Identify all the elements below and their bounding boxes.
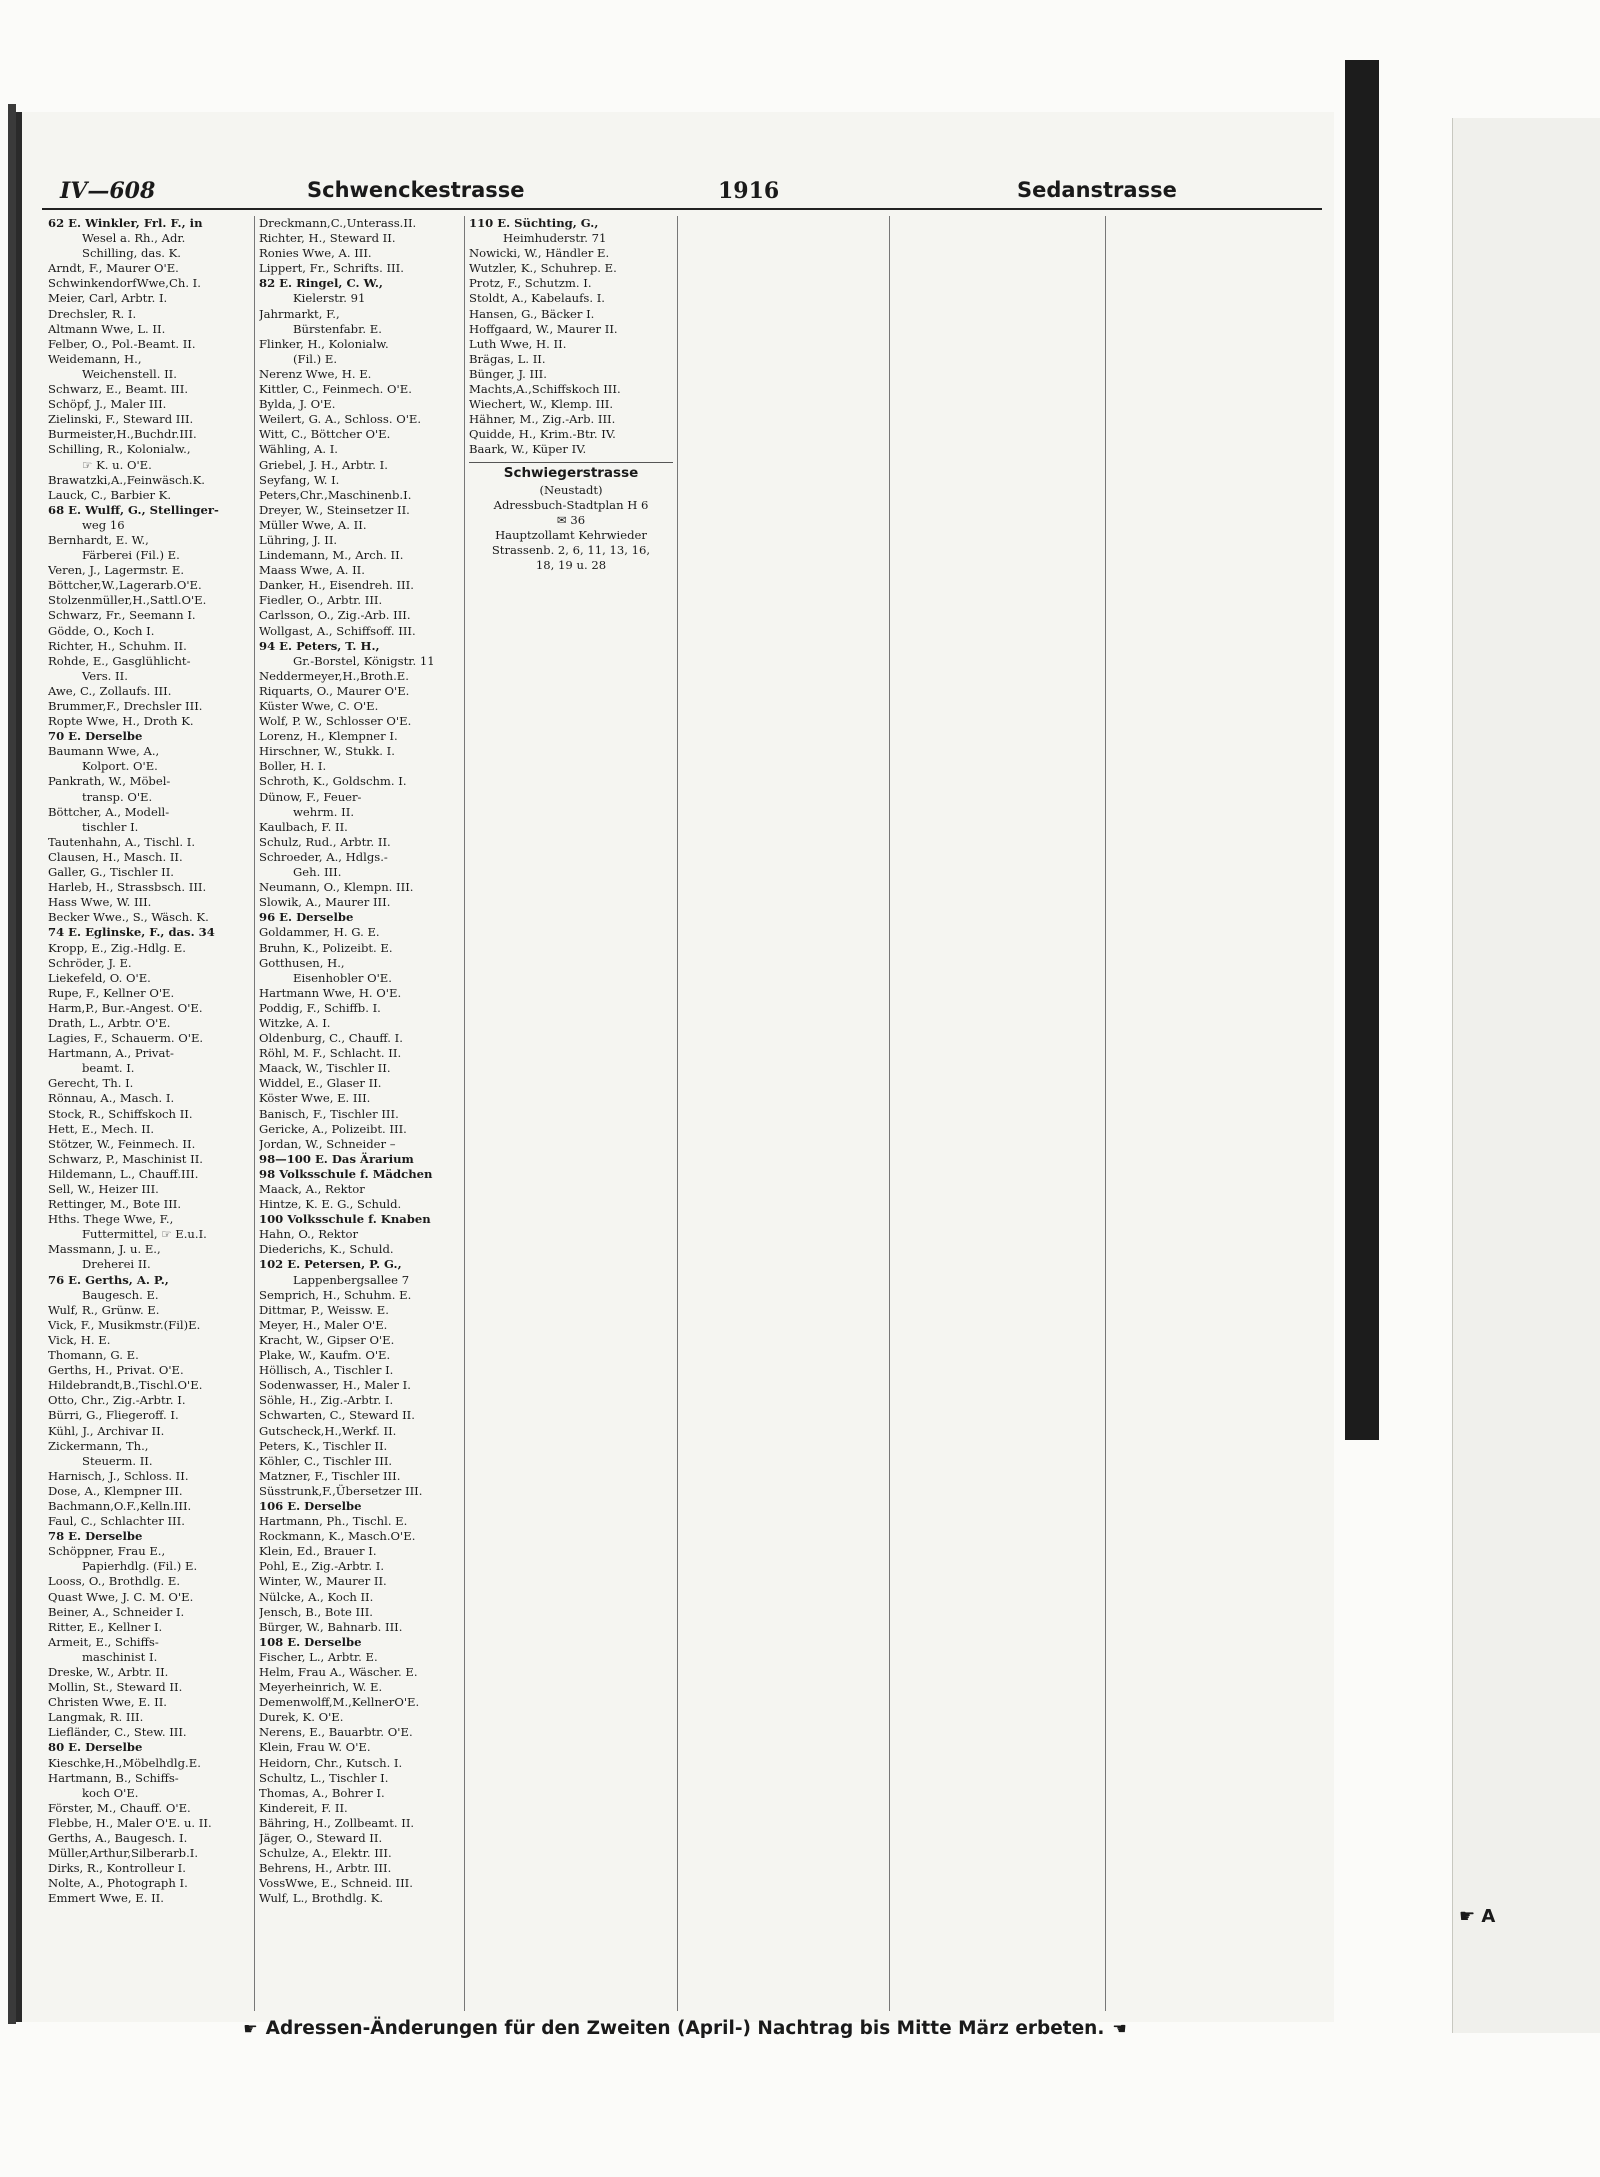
entry-line: VossWwe, E., Schneid. III. [259, 1876, 413, 1891]
entry-line: Lippert, Fr., Schrifts. III. [259, 261, 404, 276]
entry-line: Quidde, H., Krim.-Btr. IV. [469, 427, 616, 442]
entry-line: 62 E. Winkler, Frl. F., in [48, 216, 203, 230]
entry-line: Pohl, E., Zig.-Arbtr. I. [259, 1559, 385, 1574]
entry-line: Jordan, W., Schneider – [259, 1136, 396, 1151]
entry-line: Küster Wwe, C. O'E. [259, 699, 379, 713]
adjacent-page [1452, 118, 1600, 2033]
entry-line: Schwarz, E., Beamt. III. [48, 382, 189, 397]
entry-line: Rupe, F., Kellner O'E. [48, 985, 175, 1000]
entry-line: Emmert Wwe, E. II. [48, 1891, 164, 1906]
entry-line: Schroth, K., Goldschm. I. [259, 774, 407, 789]
entry-line: Söhle, H., Zig.-Arbtr. I. [259, 1393, 394, 1408]
entry-line: Becker Wwe., S., Wäsch. K. [48, 910, 209, 925]
entry-line: Eisenhobler O'E. [293, 970, 392, 985]
entry-line: Dirks, R., Kontrolleur I. [48, 1861, 186, 1876]
entry-line: Kropp, E., Zig.-Hdlg. E. [48, 940, 186, 955]
entry-line: (Fil.) E. [293, 351, 338, 366]
entry-line: Machts,A.,Schiffskoch III. [469, 382, 621, 397]
entry-line: Riquarts, O., Maurer O'E. [259, 683, 410, 698]
entry-line: Fiedler, O., Arbtr. III. [259, 593, 383, 608]
entry-line: 80 E. Derselbe [48, 1740, 143, 1755]
entry-line: Thomas, A., Bohrer I. [259, 1785, 385, 1800]
entry-line: Gerths, H., Privat. O'E. [48, 1363, 184, 1378]
entry-line: Stötzer, W., Feinmech. II. [48, 1136, 196, 1151]
header-left-street: Schwenckestrasse [307, 178, 525, 202]
entry-line: Jäger, O., Steward II. [259, 1831, 383, 1846]
entry-line: Tautenhahn, A., Tischl. I. [48, 834, 196, 849]
scan-dark-edge [1345, 60, 1379, 1440]
entry-line: Bachmann,O.F.,Kelln.III. [48, 1498, 192, 1513]
hand-pointer-icon: ☛ [1459, 1906, 1476, 1927]
entry-line: Lühring, J. II. [259, 532, 338, 547]
entry-line: Müller,Arthur,Silberarb.I. [48, 1846, 199, 1861]
entry-line: Baark, W., Küper IV. [469, 442, 587, 457]
entry-line: SchwinkendorfWwe,Ch. I. [48, 276, 201, 291]
entry-line: Bernhardt, E. W., [48, 532, 149, 547]
entry-line: Futtermittel, ☞ E.u.I. [82, 1227, 207, 1242]
entry-line: Brawatzki,A.,Feinwäsch.K. [48, 472, 205, 487]
entry-line: Köster Wwe, E. III. [259, 1091, 371, 1106]
entry-line: Drath, L., Arbtr. O'E. [48, 1015, 171, 1030]
entry-line: Kolport. O'E. [82, 759, 158, 774]
entry-line: Witt, C., Böttcher O'E. [259, 427, 391, 442]
entry-line: Schilling, das. K. [82, 246, 181, 261]
entry-line: Dreherei II. [82, 1257, 151, 1272]
adjacent-page-footer [1459, 1906, 1495, 1927]
entry-line: Schulze, A., Elektr. III. [259, 1846, 392, 1861]
entry-line: Schöpf, J., Maler III. [48, 397, 167, 412]
entry-line: Nolte, A., Photograph I. [48, 1876, 188, 1891]
column-2 [254, 216, 464, 2011]
entry-line: Durek, K. O'E. [259, 1710, 344, 1725]
entry-line: Geh. III. [293, 865, 342, 880]
entry-line: 70 E. Derselbe [48, 729, 143, 744]
entry-line: Griebel, J. H., Arbtr. I. [259, 457, 388, 472]
column-1 [44, 216, 254, 2011]
street-info-line: Strassenb. 2, 6, 11, 13, 16, [491, 542, 651, 557]
entry-line: Ronies Wwe, A. III. [259, 246, 372, 261]
entry-line: Bähring, H., Zollbeamt. II. [259, 1815, 415, 1830]
entry-line: Harm,P., Bur.-Angest. O'E. [48, 1000, 203, 1015]
entry-line: Wiechert, W., Klemp. III. [469, 397, 614, 412]
entry-line: Winter, W., Maurer II. [259, 1574, 387, 1589]
entry-line: Langmak, R. III. [48, 1710, 144, 1725]
entry-line: Kindereit, F. II. [259, 1800, 348, 1815]
entry-line: Nülcke, A., Koch II. [259, 1589, 374, 1604]
entry-line: Rettinger, M., Bote III. [48, 1197, 182, 1212]
entry-line: Weichenstell. II. [82, 366, 177, 381]
entry-line: Schwarz, Fr., Seemann I. [48, 608, 196, 623]
entry-line: koch O'E. [82, 1785, 139, 1800]
entry-line: Nowicki, W., Händler E. [469, 246, 610, 261]
entry-line: Vers. II. [82, 668, 128, 683]
entry-line: 100 Volksschule f. Knaben [259, 1212, 431, 1227]
entry-line: Diederichs, K., Schuld. [259, 1242, 394, 1257]
entry-line: Heidorn, Chr., Kutsch. I. [259, 1755, 403, 1770]
entry-line: Sell, W., Heizer III. [48, 1182, 159, 1196]
entry-line: Kracht, W., Gipser O'E. [259, 1332, 395, 1347]
entry-line: Hoffgaard, W., Maurer II. [469, 321, 618, 336]
entry-line: Baumann Wwe, A., [48, 744, 160, 759]
page-number: IV—608 [60, 178, 156, 204]
entry-line: Beiner, A., Schneider I. [48, 1604, 185, 1619]
entry-line: 76 E. Gerths, A. P., [48, 1272, 169, 1287]
entry-line: Hartmann, B., Schiffs- [48, 1770, 179, 1785]
entry-line: Thomann, G. E. [48, 1348, 139, 1363]
entry-line: Danker, H., Eisendreh. III. [259, 578, 414, 593]
entry-line: Kittler, C., Feinmech. O'E. [259, 382, 412, 397]
entry-line: Hett, E., Mech. II. [48, 1121, 155, 1136]
entry-line: Lagies, F., Schauerm. O'E. [48, 1031, 204, 1046]
entry-line: Liekefeld, O. O'E. [48, 970, 151, 985]
entry-line: Nerens, E., Bauarbtr. O'E. [259, 1725, 413, 1740]
entry-line: Otto, Chr., Zig.-Arbtr. I. [48, 1393, 186, 1408]
entry-line: Semprich, H., Schuhm. E. [259, 1287, 412, 1302]
entry-line: Kielerstr. 91 [293, 291, 366, 306]
entry-line: Veren, J., Lagermstr. E. [48, 563, 185, 578]
entry-line: Gödde, O., Koch I. [48, 623, 155, 638]
entry-line: Lorenz, H., Klempner I. [259, 729, 398, 744]
entry-line: Bylda, J. O'E. [259, 397, 336, 412]
entry-line: Höllisch, A., Tischler I. [259, 1363, 394, 1378]
entry-line: wehrm. II. [293, 804, 355, 819]
entry-line: Oldenburg, C., Chauff. I. [259, 1031, 403, 1046]
street-heading: Schwiegerstrasse [469, 462, 673, 481]
entry-line: 108 E. Derselbe [259, 1634, 362, 1649]
entry-line: Jensch, B., Bote III. [259, 1604, 373, 1619]
entry-line: Plake, W., Kaufm. O'E. [259, 1348, 391, 1363]
entry-line: Neddermeyer,H.,Broth.E. [259, 668, 409, 683]
entry-line: Meyer, H., Maler O'E. [259, 1317, 388, 1332]
entry-line: Kaulbach, F. II. [259, 819, 348, 834]
entry-line: Dreyer, W., Steinsetzer II. [259, 502, 410, 517]
entry-line: Hildemann, L., Chauff.III. [48, 1166, 199, 1181]
entry-line: Stoldt, A., Kabelaufs. I. [469, 291, 605, 306]
entry-line: Schöppner, Frau E., [48, 1544, 166, 1559]
entry-line: Wulf, L., Brothdlg. K. [259, 1891, 384, 1906]
entry-line: Dose, A., Klempner III. [48, 1483, 183, 1498]
entry-line: maschinist I. [82, 1649, 158, 1664]
entry-line: Flebbe, H., Maler O'E. u. II. [48, 1815, 212, 1830]
entry-line: Seyfang, W. I. [259, 472, 340, 487]
entry-line: Meyerheinrich, W. E. [259, 1680, 383, 1695]
entry-line: Pankrath, W., Möbel- [48, 774, 171, 789]
entry-line: Bruhn, K., Polizeibt. E. [259, 940, 393, 955]
entry-line: Schilling, R., Kolonialw., [48, 442, 191, 457]
header-right-street: Sedanstrasse [1017, 178, 1177, 202]
entry-line: Heimhuderstr. 71 [503, 231, 607, 246]
entry-line: 98—100 E. Das Ärarium [259, 1151, 414, 1166]
entry-line: Clausen, H., Masch. II. [48, 849, 183, 864]
entry-line: Klein, Ed., Brauer I. [259, 1544, 377, 1559]
entry-line: Ritter, E., Kellner I. [48, 1619, 163, 1634]
entry-line: Burmeister,H.,Buchdr.III. [48, 427, 197, 442]
entry-line: Behrens, H., Arbtr. III. [259, 1861, 392, 1876]
entry-line: Rohde, E., Gasglühlicht- [48, 653, 191, 668]
entry-line: Ropte Wwe, H., Droth K. [48, 714, 194, 729]
entry-line: Papierhdlg. (Fil.) E. [82, 1559, 198, 1574]
entry-line: Maack, W., Tischler II. [259, 1061, 391, 1076]
entry-line: Röhl, M. F., Schlacht. II. [259, 1046, 402, 1061]
entry-line: Harnisch, J., Schloss. II. [48, 1468, 189, 1483]
entry-line: Schulz, Rud., Arbtr. II. [259, 834, 391, 849]
street-info-line: 18, 19 u. 28 [535, 558, 607, 573]
entry-line: Protz, F., Schutzm. I. [469, 276, 592, 291]
entry-line: Hähner, M., Zig.-Arb. III. [469, 412, 616, 427]
entry-line: Hass Wwe, W. III. [48, 895, 152, 910]
street-info-line: Hauptzollamt Kehrwieder [495, 527, 647, 542]
entry-line: 102 E. Petersen, P. G., [259, 1257, 402, 1272]
entry-line: Wähling, A. I. [259, 442, 338, 457]
entry-line: Brägas, L. II. [469, 351, 546, 366]
entry-line: Boller, H. I. [259, 759, 327, 774]
entry-line: Carlsson, O., Zig.-Arb. III. [259, 608, 411, 623]
entry-line: Harleb, H., Strassbsch. III. [48, 880, 207, 895]
entry-line: Weilert, G. A., Schloss. O'E. [259, 412, 422, 427]
entry-line: Gutscheck,H.,Werkf. II. [259, 1423, 397, 1438]
entry-line: Gericke, A., Polizeibt. III. [259, 1121, 407, 1136]
entry-line: Böttcher,W.,Lagerarb.O'E. [48, 578, 202, 593]
entry-line: weg 16 [82, 517, 125, 532]
entry-line: 78 E. Derselbe [48, 1529, 143, 1544]
entry-line: Rockmann, K., Masch.O'E. [259, 1529, 416, 1544]
entry-line: 98 Volksschule f. Mädchen [259, 1166, 433, 1181]
entry-line: Schröder, J. E. [48, 955, 132, 970]
entry-line: Gr.-Borstel, Königstr. 11 [293, 653, 435, 668]
column-4 [677, 216, 889, 2011]
entry-line: Liefländer, C., Stew. III. [48, 1725, 187, 1740]
entry-line: Dünow, F., Feuer- [259, 789, 362, 804]
entry-line: Gerths, A., Baugesch. I. [48, 1831, 188, 1846]
street-info-line: ✉ 36 [556, 512, 586, 527]
entry-line: Richter, H., Steward II. [259, 231, 396, 246]
entry-line: Bünger, J. III. [469, 366, 547, 381]
entry-line: Wollgast, A., Schiffsoff. III. [259, 623, 416, 638]
entry-line: Gotthusen, H., [259, 955, 345, 970]
adjacent-footer-text: A [1481, 1906, 1496, 1927]
entry-line: 68 E. Wulff, G., Stellinger- [48, 502, 219, 517]
entry-line: 74 E. Eglinske, F., das. 34 [48, 925, 215, 940]
entry-line: Lauck, C., Barbier K. [48, 487, 172, 502]
entry-line: Felber, O., Pol.-Beamt. II. [48, 336, 196, 351]
entry-line: Schultz, L., Tischler I. [259, 1770, 389, 1785]
entry-line: Drechsler, R. I. [48, 306, 137, 321]
entry-line: Böttcher, A., Modell- [48, 804, 170, 819]
entry-line: Galler, G., Tischler II. [48, 865, 174, 880]
entry-line: Wulf, R., Grünw. E. [48, 1302, 160, 1317]
entry-line: Stolzenmüller,H.,Sattl.O'E. [48, 593, 207, 608]
entry-line: Looss, O., Brothdlg. E. [48, 1574, 181, 1589]
entry-line: Gerecht, Th. I. [48, 1076, 134, 1091]
entry-line: Armeit, E., Schiffs- [48, 1634, 159, 1649]
entry-line: Mollin, St., Steward II. [48, 1680, 183, 1695]
entry-line: Hirschner, W., Stukk. I. [259, 744, 395, 759]
entry-line: Weidemann, H., [48, 351, 142, 366]
entry-line: Förster, M., Chauff. O'E. [48, 1800, 191, 1815]
entry-line: Luth Wwe, H. II. [469, 336, 567, 351]
entry-line: Hths. Thege Wwe, F., [48, 1212, 174, 1227]
entry-line: Massmann, J. u. E., [48, 1242, 161, 1257]
entry-line: Dittmar, P., Weissw. E. [259, 1302, 389, 1317]
entry-line: Köhler, C., Tischler III. [259, 1453, 393, 1468]
page-header [42, 174, 1322, 210]
entry-line: Hintze, K. E. G., Schuld. [259, 1197, 402, 1212]
entry-line: Widdel, E., Glaser II. [259, 1076, 382, 1091]
entry-line: ☞ K. u. O'E. [82, 457, 152, 472]
entry-line: Sodenwasser, H., Maler I. [259, 1378, 411, 1393]
entry-line: Hartmann Wwe, H. O'E. [259, 985, 402, 1000]
entry-line: Peters,Chr.,Maschinenb.I. [259, 487, 412, 502]
entry-line: 110 E. Süchting, G., [469, 216, 599, 230]
entry-line: Altmann Wwe, L. II. [48, 321, 166, 336]
entry-line: Stock, R., Schiffskoch II. [48, 1106, 193, 1121]
entry-line: Kühl, J., Archivar II. [48, 1423, 165, 1438]
entry-line: Steuerm. II. [82, 1453, 153, 1468]
entry-line: Neumann, O., Klempn. III. [259, 880, 414, 895]
column-5 [889, 216, 1105, 2011]
entry-line: Witzke, A. I. [259, 1015, 331, 1030]
entry-line: 96 E. Derselbe [259, 910, 354, 925]
entry-line: Hahn, O., Rektor [259, 1227, 359, 1242]
entry-line: 94 E. Peters, T. H., [259, 638, 380, 653]
entry-line: Müller Wwe, A. II. [259, 517, 367, 532]
street-info-line: Adressbuch-Stadtplan H 6 [493, 497, 649, 512]
entry-line: Meier, Carl, Arbtr. I. [48, 291, 168, 306]
entry-line: Brummer,F., Drechsler III. [48, 699, 203, 713]
entry-line: Klein, Frau W. O'E. [259, 1740, 371, 1755]
entry-line: Vick, F., Musikmstr.(Fil)E. [48, 1317, 201, 1332]
entry-line: Wutzler, K., Schuhrep. E. [469, 261, 617, 276]
entry-line: Flinker, H., Kolonialw. [259, 336, 389, 351]
entry-line: Banisch, F., Tischler III. [259, 1106, 399, 1121]
entry-line: Lappenbergsallee 7 [293, 1272, 410, 1287]
entry-line: beamt. I. [82, 1061, 135, 1076]
entry-line: Peters, K., Tischler II. [259, 1438, 388, 1453]
entry-line: Wesel a. Rh., Adr. [82, 231, 186, 246]
entry-line: Jahrmarkt, F., [259, 306, 340, 321]
hand-pointer-left-icon: ☛ [243, 2019, 258, 2038]
entry-line: Helm, Frau A., Wäscher. E. [259, 1665, 418, 1679]
directory-page [16, 112, 1334, 2039]
entry-line: Matzner, F., Tischler III. [259, 1468, 401, 1483]
footer-notice-text: Adressen-Änderungen für den Zweiten (April-) Nachtrag bis Mitte März erbeten. [265, 2018, 1105, 2039]
page-footer-notice [44, 2018, 1326, 2044]
entry-line: Dreske, W., Arbtr. II. [48, 1665, 169, 1679]
entry-line: Goldammer, H. G. E. [259, 925, 380, 940]
entry-line: Nerenz Wwe, H. E. [259, 366, 372, 381]
entry-line: Faul, C., Schlachter III. [48, 1514, 185, 1529]
entry-line: Baugesch. E. [82, 1287, 159, 1302]
entry-line: Hildebrandt,B.,Tischl.O'E. [48, 1378, 203, 1393]
entry-line: Awe, C., Zollaufs. III. [48, 683, 172, 698]
entry-line: Bürger, W., Bahnarb. III. [259, 1619, 403, 1634]
entry-line: Christen Wwe, E. II. [48, 1695, 167, 1710]
entry-line: Wolf, P. W., Schlosser O'E. [259, 714, 412, 729]
entry-line: 106 E. Derselbe [259, 1498, 362, 1513]
entry-line: Schwarz, P., Maschinist II. [48, 1151, 203, 1166]
entry-line: Dreckmann,C.,Unterass.II. [259, 216, 417, 230]
entry-line: Kieschke,H.,Möbelhdlg.E. [48, 1755, 201, 1770]
entry-line: Zielinski, F., Steward III. [48, 412, 194, 427]
entry-line: Lindemann, M., Arch. II. [259, 548, 404, 563]
entry-line: Hartmann, A., Privat- [48, 1046, 174, 1061]
entry-line: Poddig, F., Schiffb. I. [259, 1000, 381, 1015]
entry-line: tischler I. [82, 819, 139, 834]
entry-line: Bürstenfabr. E. [293, 321, 382, 336]
entry-line: Arndt, F., Maurer O'E. [48, 261, 179, 276]
entry-line: Färberei (Fil.) E. [82, 548, 180, 563]
entry-line: Demenwolff,M.,KellnerO'E. [259, 1695, 420, 1710]
entry-line: Bürri, G., Fliegeroff. I. [48, 1408, 179, 1423]
directory-columns [44, 216, 1326, 2011]
entry-line: Maass Wwe, A. II. [259, 563, 365, 578]
entry-line: Schroeder, A., Hdlgs.- [259, 849, 388, 864]
entry-line: Rönnau, A., Masch. I. [48, 1091, 175, 1106]
entry-line: 82 E. Ringel, C. W., [259, 276, 383, 291]
street-info-line: (Neustadt) [539, 482, 603, 497]
entry-line: Schwarten, C., Steward II. [259, 1408, 415, 1423]
entry-line: Fischer, L., Arbtr. E. [259, 1649, 378, 1664]
entry-line: Süsstrunk,F.,Übersetzer III. [259, 1483, 423, 1498]
entry-line: Quast Wwe, J. C. M. O'E. [48, 1589, 194, 1604]
entry-line: Zickermann, Th., [48, 1438, 149, 1453]
entry-line: transp. O'E. [82, 789, 153, 804]
entry-line: Hansen, G., Bäcker I. [469, 306, 595, 321]
entry-line: Slowik, A., Maurer III. [259, 895, 391, 910]
header-year: 1916 [718, 178, 780, 204]
entry-line: Vick, H. E. [48, 1332, 111, 1347]
hand-pointer-right-icon: ☚ [1112, 2019, 1127, 2038]
column-6 [1105, 216, 1326, 2011]
entry-line: Hartmann, Ph., Tischl. E. [259, 1514, 408, 1529]
column-3 [464, 216, 677, 2011]
entry-line: Richter, H., Schuhm. II. [48, 638, 187, 653]
entry-line: Maack, A., Rektor [259, 1182, 365, 1196]
